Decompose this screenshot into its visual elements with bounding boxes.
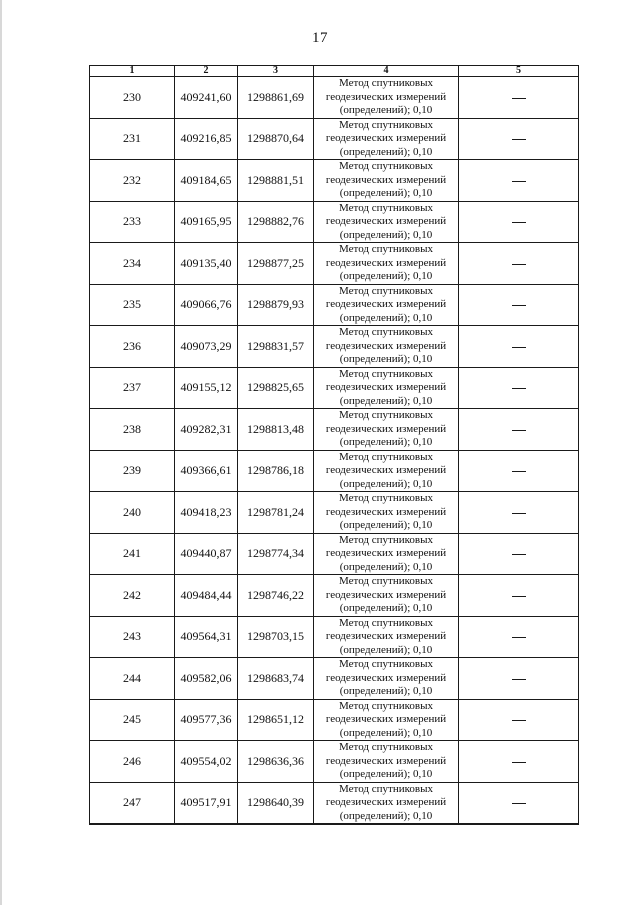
dash-mark [512,554,526,555]
point-number-cell: 239 [90,450,175,492]
header-col-5: 5 [459,66,579,77]
col5-cell [459,160,579,202]
method-cell [314,575,459,617]
method-cell [314,616,459,658]
col5-cell [459,326,579,368]
method-line: геодезических измерений [325,215,447,227]
method-line: (определений); 0,10 [339,477,433,490]
method-cell [314,782,459,824]
method-cell [314,533,459,575]
col5-cell [459,616,579,658]
y-coordinate-cell: 1298831,57 [238,326,314,368]
method-line: (определений); 0,10 [339,353,433,365]
y-coordinate-cell: 1298774,34 [238,533,314,575]
table-row [90,284,579,326]
dash-mark [512,720,526,721]
method-line: Метод спутниковых [339,160,433,172]
method-line: Метод спутниковых [339,699,433,712]
x-coordinate-cell: 409282,31 [175,409,238,451]
method-line: (определений); 0,10 [339,643,433,656]
x-coordinate-cell: 409554,02 [175,741,238,783]
col5-cell [459,118,579,160]
dash-mark [512,679,526,680]
point-number-cell: 240 [90,492,175,534]
method-line: (определений); 0,10 [339,768,433,780]
method-line: (определений); 0,10 [339,104,433,116]
method-cell [314,77,459,119]
x-coordinate-cell: 409066,76 [175,284,238,326]
page-number: 17 [312,30,328,46]
method-line: Метод спутниковых [339,409,433,421]
method-cell [314,118,459,160]
method-line: геодезических измерений [325,173,447,186]
table-row [90,782,579,824]
method-line: геодезических измерений [325,381,447,393]
x-coordinate-cell: 409366,61 [175,450,238,492]
method-cell [314,658,459,700]
method-line: Метод спутниковых [339,284,433,297]
x-coordinate-cell: 409184,65 [175,160,238,202]
y-coordinate-cell: 1298683,74 [238,658,314,700]
method-cell [314,201,459,243]
table-row [90,741,579,783]
point-number-cell: 242 [90,575,175,617]
method-line: геодезических измерений [325,754,447,767]
col5-cell [459,741,579,783]
method-line: (определений); 0,10 [339,809,433,822]
x-coordinate-cell: 409241,60 [175,77,238,119]
method-cell [314,326,459,368]
header-col-2: 2 [175,66,238,77]
method-cell [314,160,459,202]
x-coordinate-cell: 409517,91 [175,782,238,824]
point-number-cell: 247 [90,782,175,824]
y-coordinate-cell: 1298746,22 [238,575,314,617]
y-coordinate-cell: 1298703,15 [238,616,314,658]
x-coordinate-cell: 409155,12 [175,367,238,409]
table-row [90,77,579,119]
method-cell [314,243,459,285]
point-number-cell: 238 [90,409,175,451]
point-number-cell: 232 [90,160,175,202]
dash-mark [512,139,526,140]
table-row [90,533,579,575]
y-coordinate-cell: 1298877,25 [238,243,314,285]
col5-cell [459,533,579,575]
method-line: геодезических измерений [325,713,447,725]
method-line: геодезических измерений [325,588,447,601]
table-row [90,243,579,285]
method-line: (определений); 0,10 [339,726,433,739]
col5-cell [459,658,579,700]
y-coordinate-cell: 1298781,24 [238,492,314,534]
x-coordinate-cell: 409484,44 [175,575,238,617]
point-number-cell: 245 [90,699,175,741]
dash-mark [512,264,526,265]
method-line: (определений); 0,10 [339,270,433,282]
col5-cell [459,201,579,243]
col5-cell [459,450,579,492]
method-line: (определений); 0,10 [339,519,433,531]
method-line: геодезических измерений [325,422,447,435]
method-line: Метод спутниковых [339,492,433,504]
method-line: (определений); 0,10 [339,145,433,158]
method-line: геодезических измерений [325,464,447,476]
point-number-cell: 243 [90,616,175,658]
y-coordinate-cell: 1298813,48 [238,409,314,451]
method-line: Метод спутниковых [339,118,433,131]
col5-cell [459,243,579,285]
point-number-cell: 231 [90,118,175,160]
method-line: геодезических измерений [325,256,447,269]
col5-cell [459,284,579,326]
method-cell [314,741,459,783]
table-header-row [90,66,579,77]
y-coordinate-cell: 1298882,76 [238,201,314,243]
method-cell [314,699,459,741]
header-col-1: 1 [90,66,175,77]
method-line: (определений); 0,10 [339,311,433,324]
col5-cell [459,77,579,119]
method-cell [314,450,459,492]
dash-mark [512,513,526,514]
table-row [90,367,579,409]
method-line: Метод спутниковых [339,243,433,255]
coordinates-table [89,65,579,825]
point-number-cell: 233 [90,201,175,243]
col5-cell [459,367,579,409]
dash-mark [512,305,526,306]
x-coordinate-cell: 409073,29 [175,326,238,368]
table-row [90,450,579,492]
point-number-cell: 234 [90,243,175,285]
method-line: (определений); 0,10 [339,602,433,614]
dash-mark [512,430,526,431]
y-coordinate-cell: 1298786,18 [238,450,314,492]
method-line: Метод спутниковых [339,533,433,546]
y-coordinate-cell: 1298881,51 [238,160,314,202]
y-coordinate-cell: 1298640,39 [238,782,314,824]
method-line: Метод спутниковых [339,741,433,753]
dash-mark [512,596,526,597]
y-coordinate-cell: 1298879,93 [238,284,314,326]
method-line: геодезических измерений [325,339,447,352]
method-line: Метод спутниковых [339,77,433,89]
dash-mark [512,471,526,472]
method-line: Метод спутниковых [339,782,433,795]
y-coordinate-cell: 1298870,64 [238,118,314,160]
point-number-cell: 244 [90,658,175,700]
method-line: (определений); 0,10 [339,187,433,199]
table-row [90,409,579,451]
method-line: (определений); 0,10 [339,228,433,241]
table-row [90,616,579,658]
method-line: геодезических измерений [325,132,447,144]
method-line: Метод спутниковых [339,450,433,463]
table-row [90,326,579,368]
method-line: (определений); 0,10 [339,394,433,407]
dash-mark [512,181,526,182]
method-line: (определений); 0,10 [339,685,433,697]
table-row [90,492,579,534]
dash-mark [512,762,526,763]
point-number-cell: 241 [90,533,175,575]
method-cell [314,367,459,409]
method-line: Метод спутниковых [339,658,433,670]
method-line: Метод спутниковых [339,616,433,629]
method-line: Метод спутниковых [339,201,433,214]
table-row [90,575,579,617]
table-row [90,118,579,160]
x-coordinate-cell: 409165,95 [175,201,238,243]
point-number-cell: 246 [90,741,175,783]
method-line: геодезических измерений [325,90,447,103]
method-line: геодезических измерений [325,505,447,518]
dash-mark [512,222,526,223]
col5-cell [459,575,579,617]
dash-mark [512,388,526,389]
y-coordinate-cell: 1298636,36 [238,741,314,783]
dash-mark [512,637,526,638]
x-coordinate-cell: 409135,40 [175,243,238,285]
page-edge [0,0,2,905]
method-line: геодезических измерений [325,630,447,642]
y-coordinate-cell: 1298825,65 [238,367,314,409]
method-cell [314,409,459,451]
point-number-cell: 235 [90,284,175,326]
col5-cell [459,492,579,534]
header-col-3: 3 [238,66,314,77]
point-number-cell: 237 [90,367,175,409]
method-line: геодезических измерений [325,547,447,559]
method-line: Метод спутниковых [339,575,433,587]
table-row [90,699,579,741]
x-coordinate-cell: 409577,36 [175,699,238,741]
y-coordinate-cell: 1298651,12 [238,699,314,741]
header-col-4: 4 [314,66,459,77]
point-number-cell: 236 [90,326,175,368]
x-coordinate-cell: 409440,87 [175,533,238,575]
method-line: геодезических измерений [325,671,447,684]
x-coordinate-cell: 409418,23 [175,492,238,534]
table-row [90,160,579,202]
dash-mark [512,347,526,348]
point-number-cell: 230 [90,77,175,119]
method-line: геодезических измерений [325,298,447,310]
y-coordinate-cell: 1298861,69 [238,77,314,119]
method-cell [314,284,459,326]
method-cell [314,492,459,534]
method-line: геодезических измерений [325,796,447,808]
x-coordinate-cell: 409582,06 [175,658,238,700]
dash-mark [512,803,526,804]
method-line: (определений); 0,10 [339,560,433,573]
method-line: Метод спутниковых [339,326,433,338]
x-coordinate-cell: 409216,85 [175,118,238,160]
dash-mark [512,98,526,99]
method-line: (определений); 0,10 [339,436,433,448]
col5-cell [459,699,579,741]
col5-cell [459,782,579,824]
method-line: Метод спутниковых [339,367,433,380]
col5-cell [459,409,579,451]
x-coordinate-cell: 409564,31 [175,616,238,658]
table-row [90,201,579,243]
table-row [90,658,579,700]
